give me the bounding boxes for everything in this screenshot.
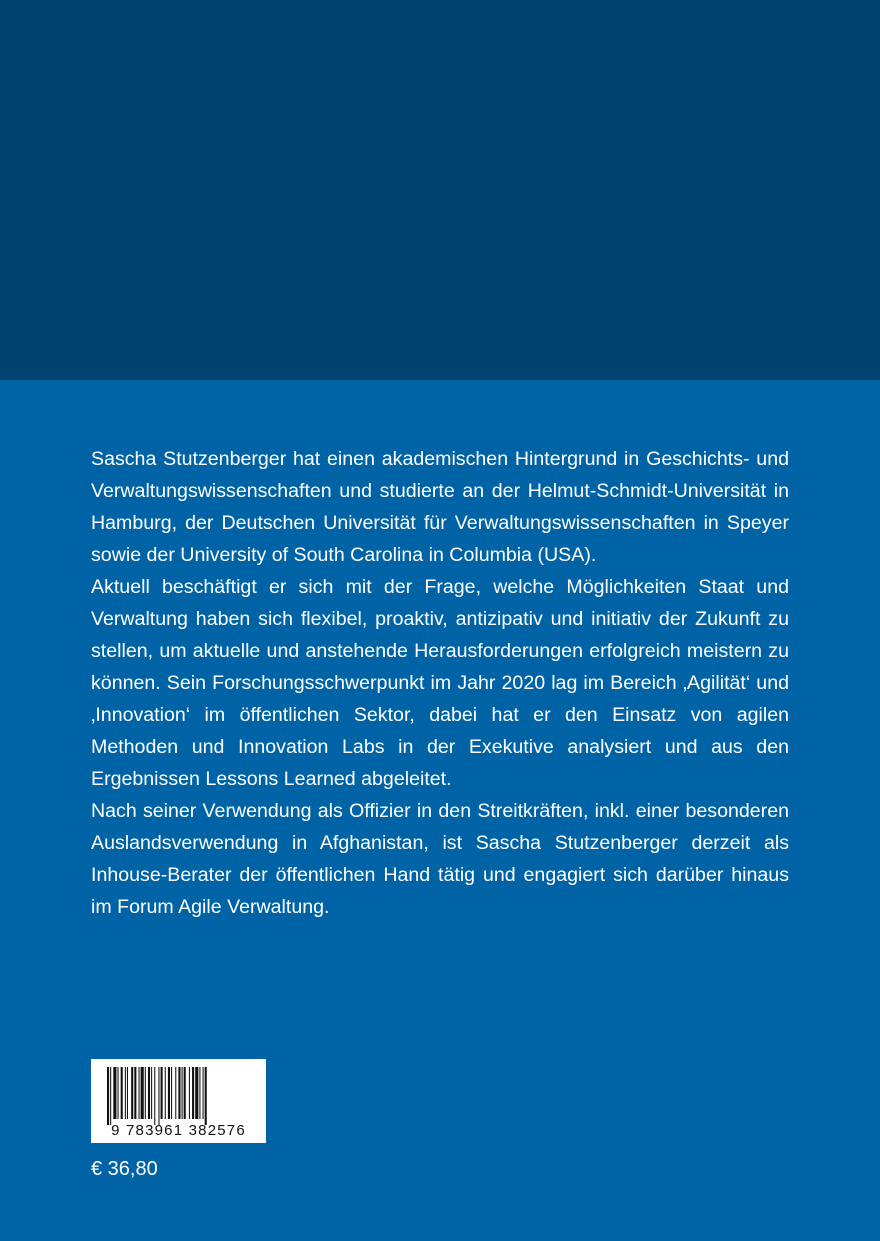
- barcode-bar: [184, 1067, 186, 1119]
- barcode-bar: [121, 1067, 123, 1119]
- barcode-bar: [107, 1067, 109, 1125]
- barcode-bar: [131, 1067, 133, 1119]
- barcode-bar: [125, 1067, 126, 1119]
- barcode-bar: [139, 1067, 140, 1119]
- barcode-bar: [195, 1067, 198, 1119]
- author-biography: [91, 443, 789, 923]
- barcode-bar: [161, 1067, 163, 1119]
- barcode-bar: [165, 1067, 166, 1119]
- barcode-bar: [127, 1067, 128, 1119]
- barcode-bar: [158, 1067, 159, 1125]
- barcode-bar: [182, 1067, 183, 1119]
- barcode-bar: [205, 1067, 207, 1125]
- bio-paragraph-1: Sascha Stutzenberger hat einen akademischen Hintergrund in Geschichts- und Verwaltungswissenschaften und studierte an der Helmut-Schmidt-Universität in Hamburg, der Deutschen Universität für Verwaltungswissenschaften in Speyer sowie der University of South Carolina in Columbia (USA).: [91, 448, 789, 566]
- barcode-bar: [151, 1067, 152, 1119]
- barcode-bar: [192, 1067, 194, 1119]
- barcode-bar: [113, 1067, 116, 1119]
- isbn-barcode: [91, 1059, 266, 1143]
- barcode-bar: [110, 1067, 111, 1125]
- cover-top-band: [0, 0, 880, 380]
- barcode-bar: [203, 1067, 204, 1119]
- barcode-bar: [178, 1067, 180, 1119]
- bio-paragraph-3: Nach seiner Verwendung als Offizier in den Streitkräften, inkl. einer besonderen Auslandsverwendung in Afghanistan, ist Sascha Stutzenberger derzeit als Inhouse-Berater der öffentlichen Hand tätig und engagiert sich darüber hinaus im Forum Agile Verwaltung.: [91, 800, 789, 918]
- barcode-bar: [154, 1067, 155, 1125]
- barcode-bar: [118, 1067, 119, 1119]
- price-label: € 36,80: [91, 1158, 158, 1180]
- barcode-bar: [171, 1067, 172, 1119]
- bio-paragraph-2: Aktuell beschäftigt er sich mit der Frage, welche Möglichkeiten Staat und Verwaltung haben sich flexibel, proaktiv, antizipativ und initiativ der Zukunft zu stellen, um aktuelle und anstehende Herausforderungen erfolgreich meistern zu können. Sein Forschungsschwerpunkt im Jahr 2020 lag im Bereich ‚Agilität‘ und ‚Innovation‘ im öffentlichen Sektor, dabei hat er den Einsatz von agilen Methoden und Innovation Labs in der Exekutive analysiert und aus den Ergebnissen Lessons Learned abgeleitet.: [91, 576, 789, 790]
- isbn-number: 9 783961 382576: [111, 1122, 246, 1139]
- barcode-bar: [199, 1067, 200, 1119]
- barcode-bar: [141, 1067, 144, 1119]
- barcode-bar: [189, 1067, 190, 1119]
- barcode-bar: [168, 1067, 170, 1119]
- barcode-bar: [148, 1067, 150, 1119]
- barcode-bar: [134, 1067, 136, 1119]
- barcode-bar: [175, 1067, 176, 1119]
- barcode-bar: [145, 1067, 146, 1119]
